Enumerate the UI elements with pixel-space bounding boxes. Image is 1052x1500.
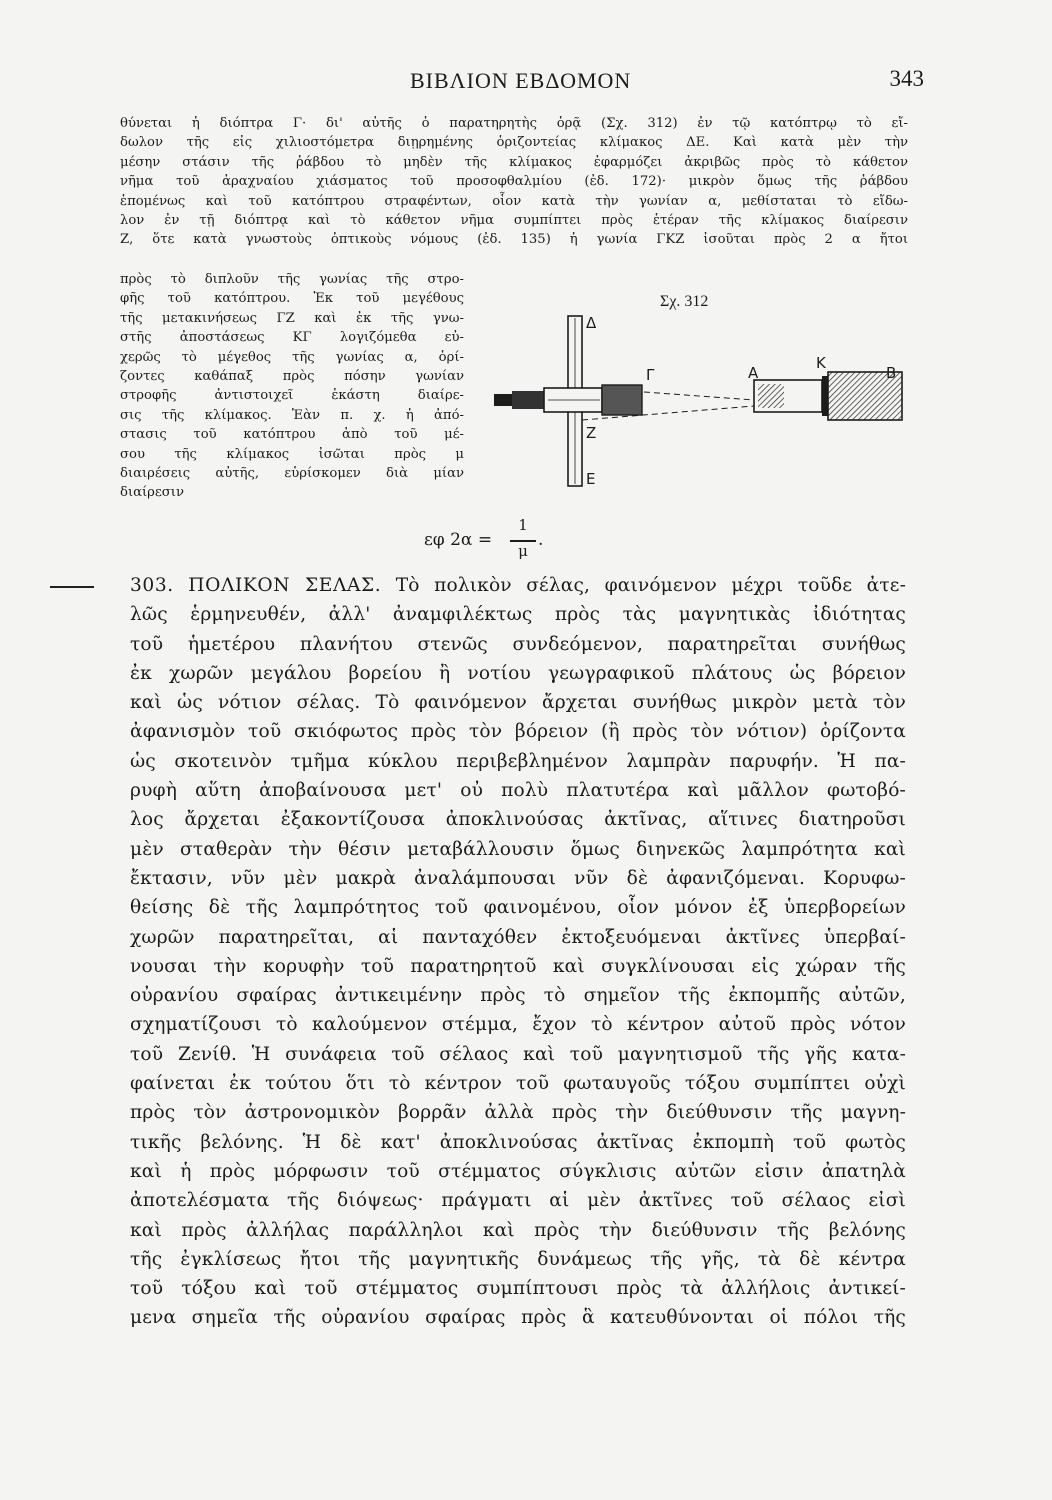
text-line: μενα σημεῖα τῆς οὐρανίου σφαίρας πρὸς ἃ κατευθύνονται οἱ πόλοι τῆς — [130, 1307, 906, 1329]
margin-mark — [50, 586, 94, 588]
text-line: τῆς μετακινήσεως ΓΖ καὶ ἐκ τῆς γνω- — [120, 310, 464, 326]
text-line: σις τῆς κλίμακος. Ἐὰν π. χ. ἡ ἀπό- — [120, 407, 464, 423]
section-303-text — [130, 571, 906, 1333]
left-column-text — [120, 270, 464, 503]
formula-numerator: 1 — [518, 516, 528, 534]
text-line: τοῦ Ζενίθ. Ἡ συνάφεια τοῦ σέλαος καὶ τοῦ μαγνητισμοῦ τῆς γῆς κατα- — [130, 1043, 906, 1065]
text-line: λος ἄρχεται ἐξακοντίζουσα ἀποκλινούσας ἀκτῖνας, αἵτινες διατηροῦσι — [130, 809, 906, 831]
text-line: φαίνεται ἐκ τούτου ὅτι τὸ κέντρον τοῦ φωταυγοῦς τόξου συμπίπτει οὐχὶ — [130, 1073, 906, 1095]
section-title: ΠΟΛΙΚΟΝ ΣΕΛΑΣ. — [188, 575, 382, 596]
text-line: πρὸς τὸ διπλοῦν τῆς γωνίας τῆς στρο- — [120, 272, 464, 287]
formula-denominator: μ — [518, 542, 528, 560]
page-number: 343 — [889, 66, 924, 91]
text-line: σχηματίζουσι τὸ καλούμενον στέμμα, ἔχον τὸ κέντρον αὐτοῦ πρὸς νότον — [130, 1014, 906, 1036]
text-line: θείσης δὲ τῆς λαμπρότητος τοῦ φαινομένου, οἷον μόνον ἐξ ὑπερβορείων — [130, 897, 906, 919]
text-line: σου τῆς κλίμακος ἰσῶται πρὸς μ — [120, 446, 464, 462]
text-line: διαίρεσιν — [120, 485, 184, 501]
section-number: 303. — [130, 575, 174, 596]
text-line: ἑπομένως καὶ τοῦ κατόπτρου στραφέντων, οἷον κατὰ τὴν γωνίαν α, μεθίσταται τὸ εἴδω- — [120, 193, 908, 209]
text-line: ἀποτελέσματα τῆς διόψεως· πράγματι αἱ μὲν ἀκτῖνες τοῦ σέλαος εἰσὶ — [130, 1190, 906, 1212]
text-line: καὶ ἡ πρὸς μόρφωσιν τοῦ στέμματος σύγκλισις αὐτῶν εἰσιν ἀπατηλὰ — [130, 1160, 906, 1182]
text-line: στροφῆς ἀντιστοιχεῖ ἑκάστη διαίρε- — [120, 388, 464, 404]
text-line: λῶς ἑρμηνευθέν, ἀλλ' ἀναμφιλέκτως πρὸς τὰς μαγνητικὰς ἰδιότητας — [130, 604, 906, 626]
running-title: ΒΙΒΛΙΟΝ ΕΒΔΟΜΟΝ — [410, 68, 632, 93]
text-line: στῆς ἀποστάσεως ΚΓ λογιζόμεθα εὐ- — [120, 330, 464, 346]
figure-312-mirror-scale-apparatus — [486, 288, 916, 498]
text-line: λον ἐν τῇ διόπτρᾳ καὶ τὸ κάθετον νῆμα συμπίπτει πρὸς ἑτέραν τῆς κλίμακος διαίρεσιν — [120, 213, 908, 229]
text-line: τῆς ἐγκλίσεως ἤτοι τῆς μαγνητικῆς δυνάμεως τῆς γῆς, τὰ δὲ κέντρα — [130, 1248, 906, 1270]
text-line: διαιρέσεις αὐτῆς, εὑρίσκομεν διὰ μίαν — [120, 466, 464, 482]
text-line: Ζ, ὅτε κατὰ γνωστοὺς ὀπτικοὺς νόμους (ἐδ. 135) ἡ γωνία ΓΚΖ ἰσοῦται πρὸς 2 α ἤτοι — [120, 232, 908, 248]
text-line: καὶ πρὸς ἀλλήλας παράλληλοι καὶ πρὸς τὴν διεύθυνσιν τῆς βελόνης — [130, 1219, 906, 1241]
text-line: θύνεται ἡ διόπτρα Γ· δι' αὐτῆς ὁ παρατηρητὴς ὁρᾷ (Σχ. 312) ἐν τῷ κατόπτρῳ τὸ εἴ- — [120, 116, 908, 131]
text-line: καὶ ὡς νότιον σέλας. Τὸ φαινόμενον ἄρχεται συνήθως μικρὸν μετὰ τὸν — [130, 692, 906, 714]
text-line: φῆς τοῦ κατόπτρου. Ἐκ τοῦ μεγέθους — [120, 291, 464, 307]
label-delta: Δ — [586, 314, 597, 332]
text-line: τοῦ τόξου καὶ τοῦ στέμματος συμπίπτουσι πρὸς τὰ ἀλλήλοις ἀντικεί- — [130, 1278, 906, 1300]
formula-lhs: εφ 2α = — [424, 530, 493, 550]
text-line: νουσαι τὴν κορυφὴν τοῦ παρατηρητοῦ καὶ συγκλίνουσαι εἰς χώραν τῆς — [130, 955, 906, 977]
text-line: Τὸ πολικὸν σέλας, φαινόμενον μέχρι τοῦδε ἀτε- — [395, 575, 907, 596]
text-line: πρὸς τὸν ἀστρονομικὸν βορρᾶν ἀλλὰ πρὸς τὴν διεύθυνσιν τῆς μαγνη- — [130, 1102, 906, 1124]
text-line: ἔκτασιν, νῦν μὲν μακρὰ ἀναλάμπουσαι νῦν δὲ ἀφανιζόμεναι. Κορυφω- — [130, 867, 906, 889]
text-line: νῆμα τοῦ ἀραχναίου χιάσματος τοῦ προσοφθαλμίου (ἐδ. 172)· μικρὸν ὅμως τῆς ῥάβδου — [120, 174, 908, 190]
text-line: μὲν σταθερὰν τὴν θέσιν μεταβάλλουσιν ὅμως διηνεκῶς λαμπρότητα καὶ — [130, 838, 906, 860]
text-line: ἀφανισμὸν τοῦ σκιόφωτος πρὸς τὸν βόρειον (ἢ πρὸς τὸν νότιον) ὁρίζοντα — [130, 721, 906, 743]
label-kappa: Κ — [816, 354, 826, 372]
label-alpha: Α — [748, 364, 759, 382]
text-line: τοῦ ἡμετέρου πλανήτου στενῶς συνδεόμενον, παρατηρεῖται συνήθως — [130, 633, 906, 655]
text-line: ἐκ χωρῶν μεγάλου βορείου ἢ νοτίου γεωγραφικοῦ πλάτους ὡς βόρειον — [130, 662, 906, 684]
text-line: ζοντες καθάπαξ πρὸς πόσην γωνίαν — [120, 369, 464, 385]
formula-end: . — [538, 530, 544, 550]
text-line: οὐρανίου σφαίρας ἀντικειμένην πρὸς τὸ σημεῖον τῆς ἐκπομπῆς αὐτῶν, — [130, 985, 906, 1007]
text-line: στασις τοῦ κατόπτρου ἀπὸ τοῦ μέ- — [120, 427, 464, 443]
figure-caption: Σχ. 312 — [660, 293, 709, 310]
telescope-diopter — [494, 385, 642, 415]
text-line: ὡς σκοτεινὸν τμῆμα κύκλου περιβεβλημένον λαμπρὰν παρυφήν. Ἡ πα- — [130, 750, 906, 772]
mirror-rod — [754, 372, 902, 420]
top-paragraph — [120, 114, 908, 250]
text-line: ρυφὴ αὕτη ἀποβαίνουσα μετ' οὐ πολὺ πλατυτέρα καὶ μᾶλλον φωτοβό- — [130, 780, 906, 802]
text-line: μέσην στάσιν τῆς ῥάβδου τὸ μηδὲν τῆς κλίμακος ἐφαρμόζει ἀκριβῶς πρὸς τὸ κάθετον — [120, 154, 908, 170]
label-beta: Β — [886, 364, 897, 382]
page-header — [0, 64, 1052, 100]
label-epsilon: Ε — [586, 470, 596, 488]
text-line: τικῆς βελόνης. Ἡ δὲ κατ' ἀποκλινούσας ἀκτῖνας ἐκπομπὴ τοῦ φωτὸς — [130, 1131, 906, 1153]
label-zeta: Ζ — [586, 424, 597, 442]
sight-line-upper — [644, 392, 754, 400]
text-line: δωλον τῆς εἰς χιλιοστόμετρα διῃρημένης ὁριζοντείας κλίμακος ΔΕ. Καὶ κατὰ μὲν τὴν — [120, 135, 908, 151]
label-gamma: Γ — [646, 366, 655, 384]
formula-tan-2a — [424, 516, 574, 564]
text-line: χερῶς τὸ μέγεθος τῆς γωνίας α, ὁρί- — [120, 349, 464, 365]
text-line: χωρῶν παρατηρεῖται, αἱ πανταχόθεν ἐκτοξευόμεναι ἀκτῖνες ὑπερβαί- — [130, 926, 906, 948]
section-first-line — [130, 571, 906, 600]
